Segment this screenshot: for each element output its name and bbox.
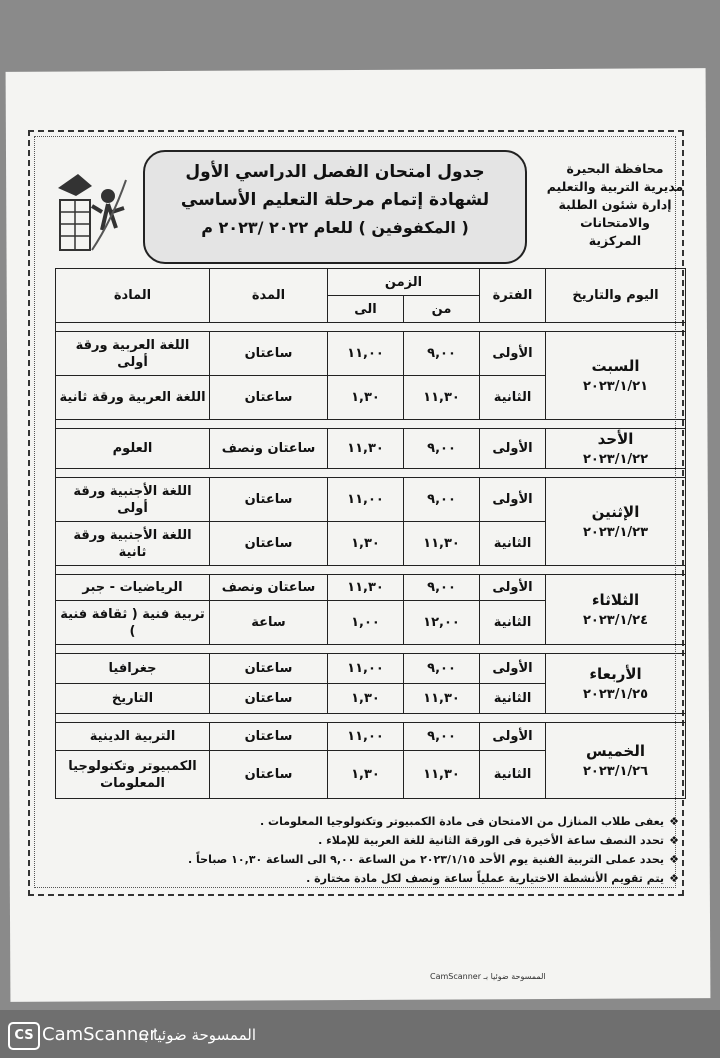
to-cell: ١,٣٠ (328, 684, 404, 714)
from-cell: ١١,٣٠ (404, 684, 480, 714)
day-cell: الأربعاء ٢٠٢٣/١/٢٥ (546, 654, 686, 714)
period-cell: الأولى (480, 575, 546, 601)
duration-cell: ساعتان (210, 654, 328, 684)
from-cell: ٩,٠٠ (404, 654, 480, 684)
to-cell: ١,٣٠ (328, 522, 404, 566)
duration-cell: ساعتان ونصف (210, 429, 328, 469)
title-box (143, 150, 527, 264)
from-cell: ١١,٣٠ (404, 376, 480, 420)
duration-cell: ساعتان (210, 684, 328, 714)
header-time: الزمن (328, 269, 480, 296)
subject-cell: الرياضيات - جبر (56, 575, 210, 601)
from-cell: ٩,٠٠ (404, 575, 480, 601)
day-cell: الإثنين ٢٠٢٣/١/٢٣ (546, 478, 686, 566)
period-cell: الأولى (480, 429, 546, 469)
period-cell: الثانية (480, 751, 546, 799)
subject-cell: تربية فنية ( ثقافة فنية ) (56, 601, 210, 645)
subject-cell: جغرافيا (56, 654, 210, 684)
to-cell: ١,٠٠ (328, 601, 404, 645)
subject-cell: التربية الدينية (56, 723, 210, 751)
note-item: ❖ يعفى طلاب المنازل من الامتحان فى مادة الكمبيوتر وتكنولوجيا المعلومات . (40, 812, 680, 831)
from-cell: ٩,٠٠ (404, 723, 480, 751)
note-item: ❖ تحدد النصف ساعة الأخيرة فى الورقة الثانية للغة العربية للإملاء . (40, 831, 680, 850)
org-line: محافظة البحيرة (566, 161, 664, 176)
period-cell: الأولى (480, 332, 546, 376)
period-cell: الثانية (480, 376, 546, 420)
to-cell: ١١,٣٠ (328, 429, 404, 469)
bullet-icon: ❖ (669, 834, 679, 847)
from-cell: ١١,٣٠ (404, 751, 480, 799)
camscanner-brand: CamScanner (42, 1024, 157, 1045)
table-row (56, 478, 686, 522)
bullet-icon: ❖ (669, 872, 679, 885)
table-row (56, 332, 686, 376)
page-title: جدول امتحان الفصل الدراسي الأول (185, 162, 485, 182)
to-cell: ١١,٠٠ (328, 478, 404, 522)
bullet-icon: ❖ (669, 815, 679, 828)
duration-cell: ساعتان (210, 332, 328, 376)
period-cell: الأولى (480, 723, 546, 751)
to-cell: ١,٣٠ (328, 376, 404, 420)
day-cell: الثلاثاء ٢٠٢٣/١/٢٤ (546, 575, 686, 645)
day-cell: الأحد ٢٠٢٣/١/٢٢ (546, 429, 686, 469)
to-cell: ١١,٣٠ (328, 575, 404, 601)
duration-cell: ساعتان (210, 522, 328, 566)
duration-cell: ساعة (210, 601, 328, 645)
header-day-date: اليوم والتاريخ (546, 269, 686, 323)
to-cell: ١١,٠٠ (328, 723, 404, 751)
subject-cell: التاريخ (56, 684, 210, 714)
table-row (56, 654, 686, 684)
header-period: الفترة (480, 269, 546, 323)
note-item: ❖ يتم تقويم الأنشطة الاختيارية عملياً ساعة ونصف لكل مادة مختارة . (40, 869, 680, 888)
subject-cell: اللغة الأجنبية ورقة أولى (56, 478, 210, 522)
period-cell: الثانية (480, 522, 546, 566)
day-cell: السبت ٢٠٢٣/١/٢١ (546, 332, 686, 420)
duration-cell: ساعتان (210, 723, 328, 751)
issuing-authority (540, 160, 690, 250)
to-cell: ١١,٠٠ (328, 654, 404, 684)
period-cell: الثانية (480, 601, 546, 645)
page-subtitle-year: ( المكفوفين ) للعام ٢٠٢٢ /٢٠٢٣ م (201, 218, 469, 237)
page-subtitle: لشهادة إتمام مرحلة التعليم الأساسي (180, 190, 490, 210)
org-line: مديرية التربية والتعليم (546, 179, 684, 194)
header-to: الى (328, 296, 404, 323)
to-cell: ١,٣٠ (328, 751, 404, 799)
ministry-logo (52, 160, 130, 256)
duration-cell: ساعتان (210, 376, 328, 420)
period-cell: الثانية (480, 684, 546, 714)
subject-cell: اللغة العربية ورقة أولى (56, 332, 210, 376)
table-row (56, 575, 686, 601)
to-cell: ١١,٠٠ (328, 332, 404, 376)
subject-cell: الكمبيوتر وتكنولوجيا المعلومات (56, 751, 210, 799)
day-cell: الخميس ٢٠٢٣/١/٢٦ (546, 723, 686, 799)
from-cell: ١١,٣٠ (404, 522, 480, 566)
note-item: ❖ يحدد عملى التربية الفنية يوم الأحد ٢٠٢٣/١/١٥ من الساعة ٩,٠٠ الى الساعة ١٠,٣٠ صباحاً . (40, 850, 680, 869)
camscanner-logo-icon: CS (8, 1022, 40, 1050)
duration-cell: ساعتان (210, 478, 328, 522)
duration-cell: ساعتان (210, 751, 328, 799)
exam-schedule-table (55, 268, 686, 799)
from-cell: ١٢,٠٠ (404, 601, 480, 645)
duration-cell: ساعتان ونصف (210, 575, 328, 601)
period-cell: الأولى (480, 654, 546, 684)
table-row (56, 723, 686, 751)
org-line: المركزية (588, 233, 642, 248)
subject-cell: اللغة العربية ورقة ثانية (56, 376, 210, 420)
from-cell: ٩,٠٠ (404, 429, 480, 469)
org-line: إدارة شئون الطلبة والامتحانات (558, 197, 672, 230)
subject-cell: اللغة الأجنبية ورقة ثانية (56, 522, 210, 566)
header-subject: المادة (56, 269, 210, 323)
camscanner-brand-arabic: الممسوحة ضوئيا بـ (139, 1026, 256, 1044)
header-duration: المدة (210, 269, 328, 323)
from-cell: ٩,٠٠ (404, 478, 480, 522)
bullet-icon: ❖ (669, 853, 679, 866)
subject-cell: العلوم (56, 429, 210, 469)
header-from: من (404, 296, 480, 323)
from-cell: ٩,٠٠ (404, 332, 480, 376)
scanner-watermark-small: الممسوحة ضوئيا بـ CamScanner (430, 972, 546, 981)
table-row (56, 429, 686, 469)
notes-list (40, 812, 680, 888)
period-cell: الأولى (480, 478, 546, 522)
